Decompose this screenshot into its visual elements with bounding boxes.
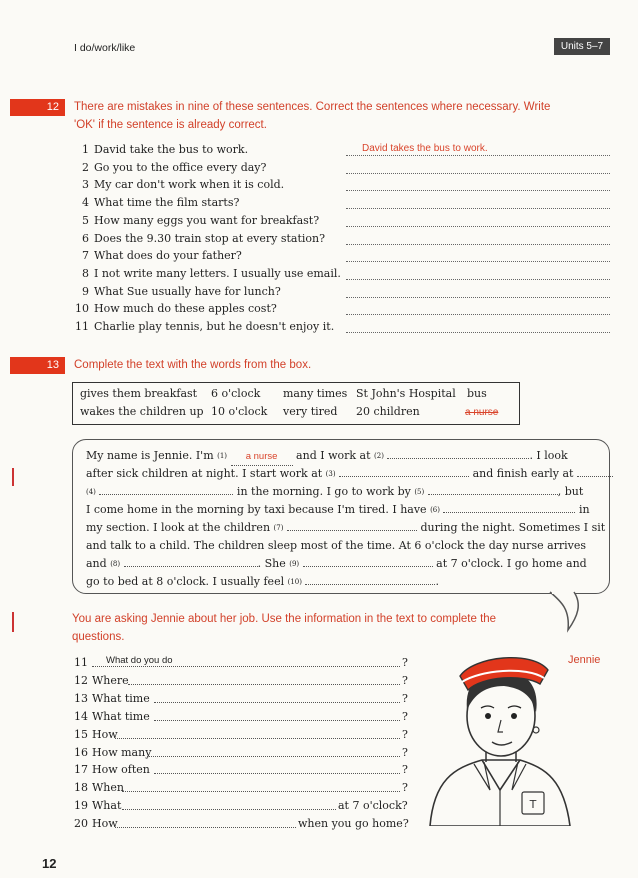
question-answer-line[interactable]: [154, 710, 400, 721]
question-ending: ?: [402, 673, 408, 687]
question-ending: ?: [402, 691, 408, 705]
sentence-number: 3: [82, 178, 89, 192]
nurse-illustration: [424, 640, 574, 826]
question-answer-line[interactable]: [154, 692, 400, 703]
text-line: and talk to a child. The children sleep most of the time. At 6 o'clock the day nurse arrives: [86, 539, 587, 552]
question-number: 14: [74, 709, 88, 723]
sentence-text: What Sue usually have for lunch?: [94, 284, 281, 298]
answer-line[interactable]: [346, 286, 610, 298]
question-answer-line[interactable]: [128, 674, 400, 685]
question-answer-line[interactable]: [122, 799, 336, 810]
text-line: after sick children at night. I start work at (3) and finish early at: [86, 466, 613, 482]
question-answer-line[interactable]: [122, 781, 400, 792]
sentence-text: What does do your father?: [94, 249, 242, 263]
text-line: (4) in the morning. I go to work by (5) , but: [86, 485, 584, 498]
answer-gap[interactable]: [339, 467, 469, 477]
word-box-item: gives them breakfast: [80, 387, 198, 400]
exercise-12-instruction: There are mistakes in nine of these sentences. Correct the sentences where necessary. Write 'OK' if the sentence is already correct.: [74, 101, 551, 131]
answer-gap[interactable]: [305, 575, 435, 585]
character-name: Jennie: [568, 654, 601, 666]
word-box-item: wakes the children up: [80, 405, 204, 418]
text-line: and (8) . She (9) at 7 o'clock. I go home and: [86, 557, 587, 570]
text-line: My name is Jennie. I'm (1) a nurse and I work at (2) . I look: [86, 448, 568, 466]
question-answer-line[interactable]: [154, 763, 400, 774]
units-badge: Units 5–7: [554, 38, 610, 55]
question-word: How often: [92, 763, 150, 777]
sentence-number: 1: [82, 143, 89, 156]
question-word: What: [92, 799, 122, 813]
sentence-number: 8: [82, 266, 89, 280]
question-number: 18: [74, 781, 88, 795]
answer-line[interactable]: [346, 321, 610, 333]
word-box-item: many times: [283, 387, 348, 400]
text-line: I come home in the morning by taxi because I'm tired. I have (6) in: [86, 503, 590, 516]
question-answer: What do you do: [106, 655, 173, 666]
question-word: How: [92, 727, 118, 741]
answer-gap[interactable]: [99, 485, 233, 495]
question-ending: ?: [402, 709, 408, 723]
word-box-item: very tired: [283, 405, 338, 418]
question-number: 16: [74, 745, 88, 759]
question-number: 12: [74, 673, 88, 687]
question-number: 11: [74, 656, 88, 669]
question-number: 19: [74, 799, 88, 813]
sentence-text: How many eggs you want for breakfast?: [94, 213, 320, 227]
margin-mark: [12, 468, 14, 486]
sentence-number: 9: [82, 284, 89, 298]
sentence-number: 2: [82, 160, 89, 174]
sentence-text: My car don't work when it is cold.: [94, 178, 285, 192]
sentence-number: 5: [82, 213, 89, 227]
sentence-number: 4: [82, 196, 89, 210]
question-word: Where: [92, 673, 129, 687]
answer-gap[interactable]: [387, 449, 529, 459]
question-number: 15: [74, 727, 88, 741]
question-answer-line[interactable]: [115, 817, 296, 828]
answer-gap[interactable]: [577, 467, 613, 477]
answer-line[interactable]: [346, 179, 610, 191]
answer-line[interactable]: [346, 250, 610, 262]
word-box-item: 20 children: [356, 405, 420, 418]
sentence-number: 10: [75, 302, 89, 316]
word-box-item: bus: [467, 387, 487, 400]
answer-line[interactable]: [346, 162, 610, 174]
answer-gap[interactable]: [428, 485, 558, 495]
question-answer-line[interactable]: [147, 746, 400, 757]
question-ending: ?: [402, 745, 408, 759]
sentence-number: 7: [82, 249, 89, 263]
word-box-item-used: a nurse: [465, 407, 499, 418]
gap-answer: a nurse: [231, 449, 293, 466]
answer-line[interactable]: [346, 303, 610, 315]
exercise-12-number: 12: [10, 99, 65, 116]
question-word: What time: [92, 709, 150, 723]
word-box-item: St John's Hospital: [356, 387, 456, 400]
questions-instruction: You are asking Jennie about her job. Use the information in the text to complete the questions.: [72, 613, 497, 643]
sentence-number: 6: [82, 231, 89, 245]
question-word: How: [92, 817, 118, 831]
sentence-text: Go you to the office every day?: [94, 160, 267, 174]
question-ending: ?: [402, 763, 408, 777]
word-box-item: 6 o'clock: [211, 387, 261, 400]
word-box-item: 10 o'clock: [211, 405, 268, 418]
question-number: 20: [74, 817, 88, 831]
question-ending: ?: [402, 781, 408, 795]
margin-mark: [12, 612, 14, 632]
sentence-answer: David takes the bus to work.: [362, 143, 488, 154]
answer-gap[interactable]: [124, 557, 258, 567]
question-word: What time: [92, 691, 150, 705]
page-number: 12: [42, 856, 57, 871]
svg-text:T: T: [529, 798, 537, 811]
answer-line[interactable]: [346, 197, 610, 209]
exercise-13-number: 13: [10, 357, 65, 374]
answer-gap[interactable]: [303, 557, 433, 567]
text-line: go to bed at 8 o'clock. I usually feel (10) .: [86, 575, 439, 588]
question-ending: ?: [402, 727, 408, 741]
exercise-13-instruction: Complete the text with the words from the box.: [74, 359, 312, 371]
question-ending: ?: [402, 656, 408, 669]
sentence-text: How much do these apples cost?: [94, 302, 277, 316]
question-ending: at 7 o'clock?: [338, 799, 408, 813]
sentence-number: 11: [75, 320, 89, 333]
sentence-text: David take the bus to work.: [94, 143, 249, 156]
question-ending: when you go home?: [298, 817, 409, 831]
sentence-text: Does the 9.30 train stop at every station?: [94, 231, 325, 245]
question-answer-line[interactable]: [115, 728, 400, 739]
answer-line[interactable]: [346, 215, 610, 227]
sentence-text: I not write many letters. I usually use email.: [94, 266, 341, 280]
sentence-text: What time the film starts?: [94, 196, 240, 210]
question-word: How many: [92, 745, 152, 759]
answer-line[interactable]: [346, 233, 610, 245]
question-number: 13: [74, 691, 88, 705]
text-line: my section. I look at the children (7) during the night. Sometimes I sit: [86, 521, 606, 534]
question-word: When: [92, 781, 124, 795]
answer-gap[interactable]: [287, 521, 417, 531]
answer-gap[interactable]: [443, 503, 575, 513]
question-number: 17: [74, 763, 88, 777]
sentence-text: Charlie play tennis, but he doesn't enjoy it.: [94, 320, 335, 333]
answer-line[interactable]: [346, 268, 610, 280]
unit-title: I do/work/like: [74, 42, 136, 54]
word-box: [72, 382, 520, 425]
